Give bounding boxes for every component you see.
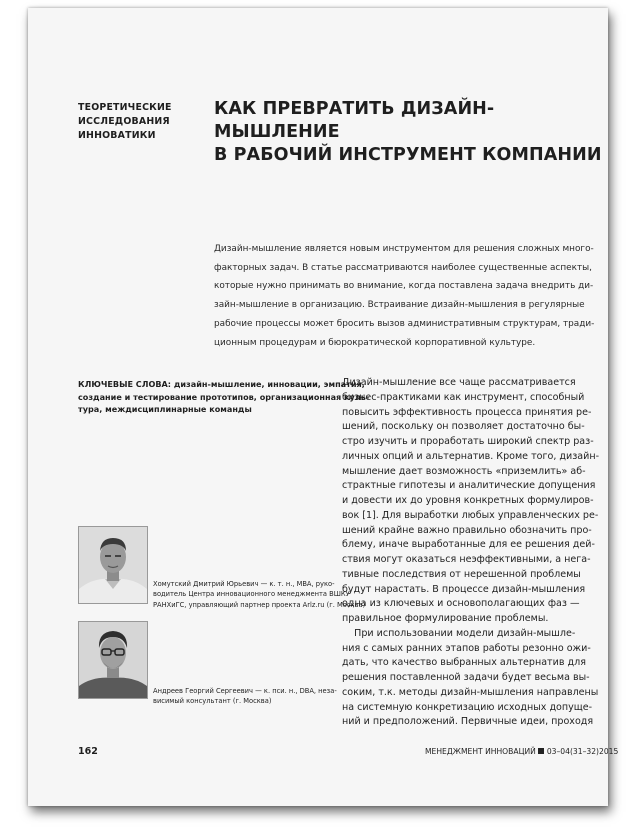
body-line: и довести их до уровня конкретных формулиров-: [342, 495, 594, 506]
body-line: стро изучить и проработать широкий спектр раз-: [342, 436, 594, 447]
abstract-line: зайн-мышление в организацию. Встраивание дизайн-мышления в регулярные: [214, 300, 585, 311]
abstract: [214, 240, 595, 352]
keywords-line: создание и тестирование прототипов, организационная куль-: [78, 391, 370, 402]
body-line: будут нарастать. В процессе дизайн-мышления: [342, 583, 586, 595]
square-bullet-icon: [538, 748, 544, 754]
body-line: Дизайн-мышление все чаще рассматривается: [342, 377, 576, 388]
body-line: блему, иначе выработанные для ее решения дей-: [342, 539, 595, 551]
body-line: тивные последствия от нерешенной проблемы: [342, 568, 581, 580]
journal-name: МЕНЕДЖМЕНТ ИННОВАЦИЙ: [425, 747, 536, 756]
section-label: ТЕОРЕТИЧЕСКИЕ ИССЛЕДОВАНИЯ ИННОВАТИКИ: [78, 102, 172, 141]
journal-footer: [425, 747, 618, 756]
author-photo: [78, 526, 148, 604]
body-line: шений, поскольку он позволяет достаточно бы-: [342, 421, 585, 433]
keywords-line: тура, междисциплинарные команды: [78, 404, 252, 415]
author-bio-line: РАНХиГС, управляющий партнер проекта Arlz.ru (г. Москва): [153, 600, 366, 609]
journal-issue: 03–04(31–32)2015: [546, 747, 619, 756]
body-line: личных опций и альтернатив. Кроме того, дизайн-: [342, 450, 600, 462]
abstract-line: ционным процедурам и бюрократической корпоративной культуре.: [214, 337, 536, 348]
author-photo: [78, 621, 148, 699]
body-line: шений крайне важно правильно обозначить про-: [342, 524, 592, 536]
body-line: При использовании модели дизайн-мышле-: [342, 627, 576, 639]
body-line: страктные гипотезы и аналитические допущения: [342, 480, 596, 492]
abstract-line: Дизайн-мышление является новым инструментом для решения сложных много-: [214, 244, 594, 254]
keywords: [78, 378, 370, 416]
author-bio: [153, 579, 366, 610]
keywords-line: КЛЮЧЕВЫЕ СЛОВА: дизайн-мышление, инновации, эмпатия,: [78, 379, 365, 389]
body-line: дать, что качество выбранных альтернатив для: [342, 657, 586, 669]
body-line: правильное формулирование проблемы.: [342, 613, 549, 624]
author-bio-line: висимый консультант (г. Москва): [153, 697, 272, 706]
body-line: бизнес-практиками как инструмент, способный: [342, 391, 585, 403]
body-line: мышление дает возможность «приземлить» аб-: [342, 465, 586, 477]
body-line: на системную конкретизацию исходных допуще-: [342, 701, 593, 713]
abstract-line: факторных задач. В статье рассматриваются наиболее существенные аспекты,: [214, 262, 592, 273]
body-line: вок [1]. Для выработки любых управленческих ре-: [342, 509, 599, 521]
article-body: [342, 376, 598, 730]
body-line: ния с самых ранних этапов работы резонно ожи-: [342, 642, 591, 654]
article-title: КАК ПРЕВРАТИТЬ ДИЗАЙН-МЫШЛЕНИЕ В РАБОЧИЙ ИНСТРУМЕНТ КОМПАНИИ: [214, 99, 602, 165]
body-line: повысить эффективность процесса принятия ре-: [342, 406, 592, 418]
body-line: ний и предположений. Первичные идеи, проходя: [342, 716, 594, 728]
body-line: ствия могут оказаться неэффективными, а нега-: [342, 554, 591, 565]
author-bio-line: водитель Центра инновационного менеджмента ВШКУ: [153, 590, 350, 599]
abstract-line: которые нужно принимать во внимание, когда поставлена задача внедрить ди-: [214, 281, 594, 292]
body-line: решения поставленной задачи будет весьма вы-: [342, 672, 590, 683]
page-number: 162: [78, 746, 98, 757]
author-bio-line: Хомутский Дмитрий Юрьевич — к. т. н., МВА, руко-: [153, 580, 335, 588]
body-line: одна из ключевых и основополагающих фаз —: [342, 598, 580, 610]
abstract-line: рабочие процессы может бросить вызов административным структурам, тради-: [214, 318, 595, 329]
author-bio: [153, 686, 337, 707]
author-bio-line: Андреев Георгий Сергеевич — к. пси. н., DBA, неза-: [153, 687, 337, 695]
body-line: соким, т.к. методы дизайн-мышления направлены: [342, 686, 599, 698]
